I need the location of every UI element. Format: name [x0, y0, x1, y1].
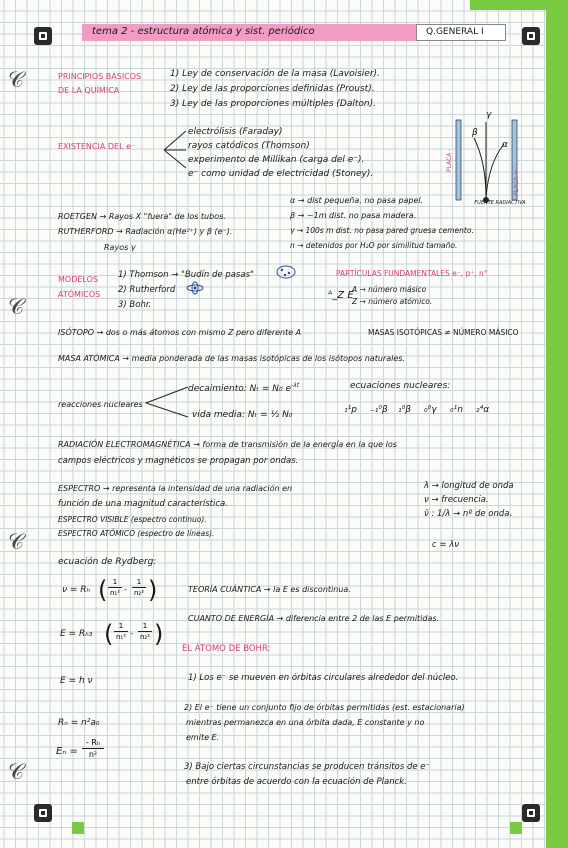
bohr-energy-formula: Eₙ =: [56, 746, 78, 757]
law-1: 1) Ley de conservación de la masa (Lavoisier).: [170, 69, 380, 79]
minus-sign: -: [124, 585, 128, 595]
radiation-line-1: ROETGEN → Rayos X "fuera" de los tubos.: [58, 212, 226, 221]
principios-heading: PRINCIPIOS BÁSICOS DE LA QUÍMICA: [58, 72, 142, 95]
bracket-right: ): [154, 620, 164, 648]
radiation-prop-1: α → dist pequeña. no pasa papel.: [290, 196, 424, 205]
wavenumber-def: ν̄ : 1/λ → nº de onda.: [424, 509, 513, 519]
bohr-heading: EL ÁTOMO DE BOHR:: [182, 644, 271, 654]
postulate-2c: emite E.: [186, 733, 220, 742]
postulate-3a: 3) Bajo ciertas circunstancias se producen tránsitos de e⁻: [184, 762, 431, 772]
models-heading: MODELOS ATÓMICOS: [58, 275, 101, 299]
spectrum-visible: ESPECTRO VISIBLE (espectro continuo).: [58, 515, 207, 524]
radiation-prop-4: n → detenidos por H₂O por similitud tamaño.: [290, 241, 458, 250]
green-border-right: [546, 0, 568, 848]
em-line-1: RADIACIÓN ELECTROMAGNÉTICA → forma de transmisión de la energía en la que los: [58, 440, 397, 449]
beta-label: β: [472, 128, 478, 138]
bracket-left: (: [98, 576, 108, 604]
isotope-notation: ᴬ_Z E: [328, 290, 354, 301]
spectrum-line-2: función de una magnitud característica.: [58, 499, 228, 509]
model-2: 2) Rutherford: [118, 285, 176, 295]
atom-icon: [276, 264, 296, 280]
particle-p: ₁¹p: [344, 405, 357, 415]
decay-formula: decaimiento: Nₜ = N₀ $e^{-\lambda t}$: [188, 382, 300, 394]
fraction-b: 1 n₂²: [139, 622, 151, 641]
bohr-radius-formula: Rₙ = n²a₀: [58, 718, 100, 728]
reactions-heading: reacciones nucleares: [58, 400, 143, 409]
placa-pos-label: PLACA +: [513, 169, 520, 196]
model-3: 3) Bohr.: [118, 300, 152, 310]
nu-def: ν → frecuencia.: [424, 495, 489, 505]
particle-alpha: ₂⁴α: [476, 405, 490, 415]
corner-marker-icon: [522, 804, 540, 822]
isotope-line: ISÓTOPO → dos o más átomos con mismo Z pero diferente A: [58, 328, 302, 337]
electron-item-2: rayos catódicos (Thomson): [188, 141, 310, 151]
reactions-brace-icon: [140, 384, 190, 418]
binder-clip-icon: 𝒞: [8, 68, 25, 93]
radiation-line-2: RUTHERFORD → Radiación α(He²⁺) y β (e⁻).: [58, 227, 233, 236]
binder-clip-icon: 𝒞: [8, 760, 25, 785]
postulate-2a: 2) El e⁻ tiene un conjunto fijo de órbitas permitidas (est. estacionaria): [184, 703, 465, 712]
bracket-left: (: [104, 620, 114, 648]
electron-heading: EXISTENCIA DEL e⁻: [58, 142, 136, 151]
electron-item-1: electrólisis (Faraday): [188, 127, 283, 137]
bracket-right: ): [148, 576, 158, 604]
radiation-prop-3: γ → 100s m dist. no pasa pared gruesa cemento.: [290, 226, 474, 235]
notation-line-1: A → número másico: [352, 285, 427, 294]
rydberg-heading: ecuación de Rydberg:: [58, 557, 157, 567]
law-2: 2) Ley de las proporciones definidas (Proust).: [170, 84, 375, 94]
fraction-a: 1 n₁²: [115, 622, 127, 641]
electron-item-3: experimento de Millikan (carga del e⁻).: [188, 155, 365, 165]
fraction-a: 1 n₁²: [109, 578, 121, 597]
particles-heading: PARTÍCULAS FUNDAMENTALES e⁻, p⁺, n°: [336, 269, 488, 278]
cuanto-energia: CUANTO DE ENERGÍA → diferencia entre 2 de las E permitidas.: [188, 614, 440, 623]
binder-clip-icon: 𝒞: [8, 295, 25, 320]
gamma-label: γ: [486, 110, 492, 120]
green-square-bottom: [72, 822, 84, 834]
corner-marker-icon: [522, 27, 540, 45]
green-border-top: [470, 0, 568, 10]
bohr-energy-fraction: - Rₕ n²: [82, 738, 104, 759]
particle-gamma: ₀⁰γ: [424, 405, 437, 415]
spectrum-line-1: ESPECTRO → representa la intensidad de una radiación en: [58, 484, 293, 493]
particle-n: ₀¹n: [450, 405, 463, 415]
atom-icon: [186, 281, 204, 295]
green-square-bottom-right: [510, 822, 522, 834]
subject-label: Q.GENERAL I: [426, 27, 484, 37]
minus-sign: -: [130, 629, 134, 639]
light-speed-formula: c = λν: [432, 540, 459, 550]
corner-marker-icon: [34, 804, 52, 822]
page-title: tema 2 - estructura atómica y sist. periódico: [92, 26, 315, 37]
lambda-def: λ → longitud de onda: [424, 481, 514, 491]
planck-formula: E = h ν: [60, 676, 93, 686]
rydberg-formula-e: E = Rₕ₃: [60, 629, 93, 639]
fuente-label: FUENTE RADIACTIVA: [474, 200, 526, 206]
notation-line-2: Z → número atómico.: [352, 297, 433, 306]
corner-marker-icon: [34, 27, 52, 45]
equations-heading: ecuaciones nucleares:: [350, 381, 451, 391]
spectrum-atomic: ESPECTRO ATÓMICO (espectro de líneas).: [58, 529, 215, 538]
particle-beta-plus: ₁⁰β: [398, 405, 411, 415]
em-line-2: campos eléctricos y magnéticos se propagan por ondas.: [58, 456, 299, 466]
binder-clip-icon: 𝒞: [8, 530, 25, 555]
postulate-1: 1) Los e⁻ se mueven en órbitas circulares alrededor del núcleo.: [188, 673, 459, 683]
alpha-label: α: [502, 140, 508, 150]
fraction-b: 1 n₂²: [133, 578, 145, 597]
postulate-2b: mientras permanezca en una órbita dada, E constante y no: [186, 718, 425, 727]
law-3: 3) Ley de las proporciones múltiples (Dalton).: [170, 99, 376, 109]
rydberg-formula-nu: ν = Rₕ: [62, 585, 91, 595]
teoria-cuantica: TEORÍA CUÁNTICA → la E es discontinua.: [188, 585, 351, 594]
radiation-line-3: Rayos γ: [104, 243, 136, 252]
half-life-formula: vida media: Nₜ = ½ N₀: [192, 410, 293, 420]
particle-beta-minus: ₋₁⁰β: [370, 405, 388, 415]
electron-item-4: e⁻ como unidad de electricidad (Stoney).: [188, 169, 374, 179]
placa-neg-label: PLACA -: [446, 148, 453, 172]
electron-brace-icon: [150, 128, 190, 178]
isotope-note: MASAS ISOTÓPICAS ≠ NÚMERO MÁSICO: [368, 328, 519, 337]
radiation-prop-2: β → ~1m dist. no pasa madera.: [290, 211, 417, 220]
postulate-3b: entre órbitas de acuerdo con la ecuación de Planck.: [186, 777, 407, 787]
model-1: 1) Thomson → "Budín de pasas": [118, 270, 254, 280]
masa-atomica: MASA ATÓMICA → media ponderada de las masas isotópicas de los isótopos naturales.: [58, 354, 405, 363]
